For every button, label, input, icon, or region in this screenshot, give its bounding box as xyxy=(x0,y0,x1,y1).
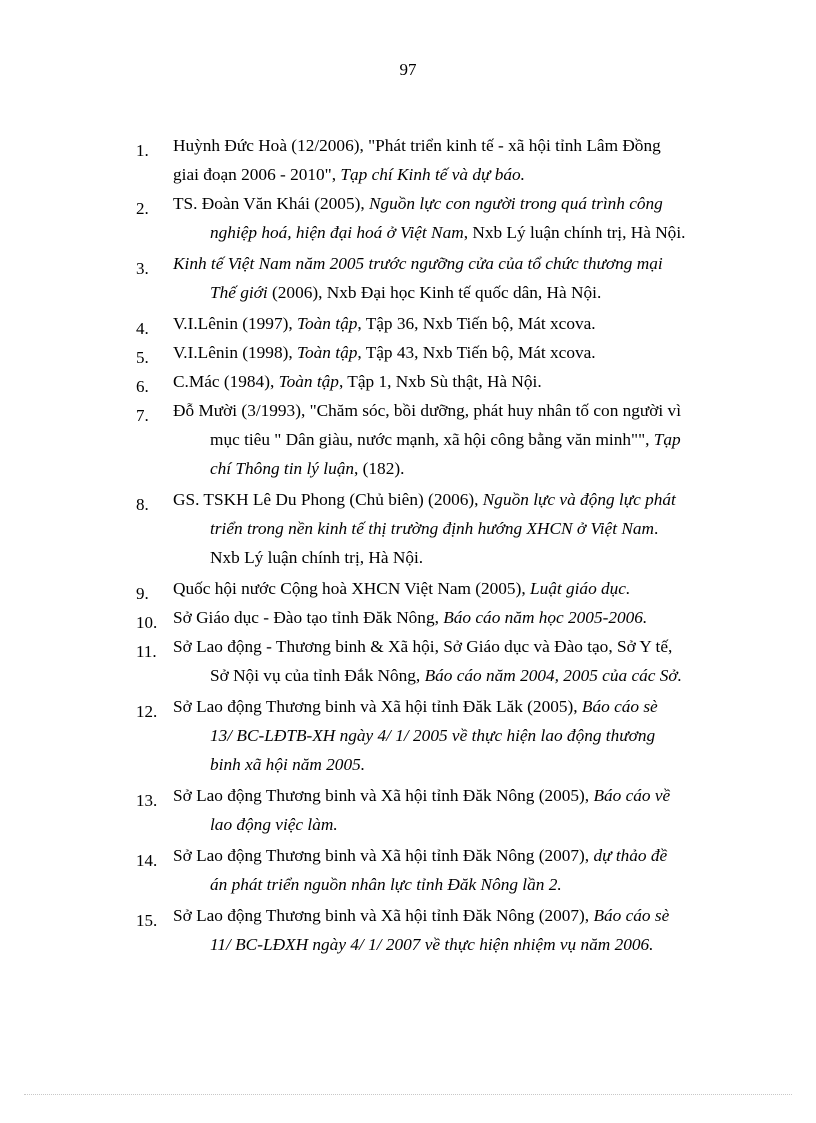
reference-segment: V.I.Lênin (1997), xyxy=(173,314,297,333)
reference-line xyxy=(173,485,740,514)
reference-title-segment: án phát triển nguồn nhân lực tỉnh Đăk Nông lần 2. xyxy=(210,875,562,894)
reference-number: 3. xyxy=(136,259,149,278)
reference-item xyxy=(136,396,740,483)
reference-text xyxy=(173,692,740,779)
reference-text xyxy=(173,901,740,959)
reference-text xyxy=(173,131,740,189)
reference-segment: Sở Lao động - Thương binh & Xã hội, Sở Giáo dục và Đào tạo, Sở Y tế, xyxy=(173,637,673,656)
reference-title-segment: Toàn tập xyxy=(297,314,358,333)
reference-text xyxy=(173,841,740,899)
reference-line xyxy=(173,189,740,218)
reference-text xyxy=(173,632,740,690)
reference-line xyxy=(173,692,740,721)
reference-number: 4. xyxy=(136,319,149,338)
reference-item xyxy=(136,249,740,307)
reference-item xyxy=(136,189,740,247)
reference-number: 7. xyxy=(136,406,149,425)
reference-text xyxy=(173,603,740,632)
reference-item xyxy=(136,841,740,899)
reference-number: 1. xyxy=(136,141,149,160)
reference-line xyxy=(173,841,740,870)
reference-segment: C.Mác (1984), xyxy=(173,372,279,391)
reference-line xyxy=(173,721,740,750)
reference-segment: Sở Lao động Thương binh và Xã hội tỉnh Đăk Lăk (2005), xyxy=(173,697,582,716)
reference-item xyxy=(136,485,740,572)
reference-item xyxy=(136,131,740,189)
reference-segment: giai đoạn 2006 - 2010", xyxy=(173,165,341,184)
reference-line xyxy=(173,901,740,930)
reference-title-segment: binh xã hội năm 2005. xyxy=(210,755,366,774)
reference-number: 6. xyxy=(136,377,149,396)
reference-line xyxy=(173,870,740,899)
reference-line xyxy=(173,160,740,189)
reference-item xyxy=(136,309,740,338)
reference-title-segment: Toàn tập xyxy=(278,372,339,391)
reference-text xyxy=(173,485,740,572)
reference-title-segment: Toàn tập xyxy=(297,343,358,362)
reference-segment: , Nxb Lý luận chính trị, Hà Nội. xyxy=(463,223,686,242)
reference-line xyxy=(173,218,740,247)
reference-line xyxy=(173,278,740,307)
reference-segment: Sở Lao động Thương binh và Xã hội tỉnh Đăk Nông (2007), xyxy=(173,846,594,865)
reference-title-segment: Tạp xyxy=(653,430,681,449)
reference-line xyxy=(173,661,740,690)
reference-segment: mục tiêu " Dân giàu, nước mạnh, xã hội công bằng văn minh"", xyxy=(210,430,654,449)
reference-title-segment: Báo cáo về xyxy=(593,786,671,805)
reference-segment: Quốc hội nước Cộng hoà XHCN Việt Nam (2005), xyxy=(173,579,530,598)
reference-title-segment: Thế giới xyxy=(210,283,268,302)
reference-title-segment: Nguồn lực và động lực phát xyxy=(482,490,676,509)
reference-item xyxy=(136,632,740,690)
reference-title-segment: Kinh tế Việt Nam năm 2005 trước ngưỡng cửa của tổ chức thương mại xyxy=(173,254,663,273)
reference-number: 8. xyxy=(136,495,149,514)
reference-segment: , Tập 43, Nxb Tiến bộ, Mát xcova. xyxy=(357,343,596,362)
reference-text xyxy=(173,574,740,603)
reference-segment: TS. Đoàn Văn Khái (2005), xyxy=(173,194,369,213)
reference-segment: Đỗ Mười (3/1993), "Chăm sóc, bồi dưỡng, phát huy nhân tố con người vì xyxy=(173,401,681,420)
reference-title-segment: Báo cáo sè xyxy=(581,697,658,716)
reference-text xyxy=(173,367,740,396)
reference-text xyxy=(173,396,740,483)
reference-item xyxy=(136,781,740,839)
reference-line xyxy=(173,543,740,572)
reference-line xyxy=(173,131,740,160)
reference-segment: , (182). xyxy=(354,459,405,478)
reference-number: 15. xyxy=(136,911,158,930)
reference-line xyxy=(173,930,740,959)
reference-segment: Sở Giáo dục - Đào tạo tỉnh Đăk Nông, xyxy=(173,608,444,627)
reference-segment: Nxb Lý luận chính trị, Hà Nội. xyxy=(210,548,424,567)
reference-list xyxy=(136,131,740,959)
reference-title-segment: dự thảo đề xyxy=(593,846,668,865)
reference-line xyxy=(173,603,740,632)
reference-line xyxy=(173,632,740,661)
reference-number: 9. xyxy=(136,584,149,603)
reference-text xyxy=(173,781,740,839)
reference-segment: V.I.Lênin (1998), xyxy=(173,343,297,362)
reference-line xyxy=(173,338,740,367)
reference-segment: Sở Lao động Thương binh và Xã hội tỉnh Đăk Nông (2005), xyxy=(173,786,594,805)
reference-segment: Sở Lao động Thương binh và Xã hội tỉnh Đăk Nông (2007), xyxy=(173,906,594,925)
reference-text xyxy=(173,189,740,247)
reference-line xyxy=(173,454,740,483)
reference-title-segment: 11/ BC-LĐXH ngày 4/ 1/ 2007 về thực hiện nhiệm vụ năm 2006. xyxy=(210,935,654,954)
reference-segment: . xyxy=(653,519,659,538)
reference-line xyxy=(173,781,740,810)
reference-number: 13. xyxy=(136,791,158,810)
reference-item xyxy=(136,901,740,959)
reference-number: 14. xyxy=(136,851,158,870)
reference-item xyxy=(136,338,740,367)
bottom-divider xyxy=(24,1094,792,1095)
reference-title-segment: triển trong nền kinh tế thị trường định hướng XHCN ở Việt Nam xyxy=(210,519,654,538)
reference-line xyxy=(173,309,740,338)
reference-line xyxy=(173,810,740,839)
reference-text xyxy=(173,309,740,338)
reference-segment: , Tập 1, Nxb Sù thật, Hà Nội. xyxy=(338,372,542,391)
reference-title-segment: nghiệp hoá, hiện đại hoá ở Việt Nam xyxy=(210,223,464,242)
reference-title-segment: Tạp chí Kinh tế và dự báo. xyxy=(340,165,526,184)
reference-title-segment: Báo cáo năm học 2005-2006. xyxy=(443,608,648,627)
reference-title-segment: chí Thông tin lý luận xyxy=(210,459,355,478)
reference-number: 11. xyxy=(136,642,157,661)
reference-line xyxy=(173,750,740,779)
reference-item xyxy=(136,692,740,779)
reference-segment: (2006), Nxb Đại học Kinh tế quốc dân, Hà Nội. xyxy=(267,283,602,302)
reference-line xyxy=(173,367,740,396)
reference-number: 10. xyxy=(136,613,158,632)
page-number: 97 xyxy=(399,60,417,79)
reference-line xyxy=(173,574,740,603)
reference-text xyxy=(173,338,740,367)
reference-title-segment: Nguồn lực con người trong quá trình công xyxy=(368,194,663,213)
reference-segment: , Tập 36, Nxb Tiến bộ, Mát xcova. xyxy=(357,314,596,333)
reference-number: 2. xyxy=(136,199,149,218)
reference-item xyxy=(136,603,740,632)
reference-segment: GS. TSKH Lê Du Phong (Chủ biên) (2006), xyxy=(173,490,483,509)
reference-line xyxy=(173,514,740,543)
reference-item xyxy=(136,574,740,603)
reference-segment: Huỳnh Đức Hoà (12/2006), "Phát triển kinh tế - xã hội tỉnh Lâm Đồng xyxy=(173,136,661,155)
reference-title-segment: Luật giáo dục. xyxy=(529,579,631,598)
reference-number: 12. xyxy=(136,702,158,721)
reference-title-segment: Báo cáo sè xyxy=(593,906,670,925)
reference-title-segment: 13/ BC-LĐTB-XH ngày 4/ 1/ 2005 về thực hiện lao động thương xyxy=(210,726,656,745)
reference-number: 5. xyxy=(136,348,149,367)
reference-title-segment: lao động việc làm. xyxy=(210,815,338,834)
reference-item xyxy=(136,367,740,396)
reference-text xyxy=(173,249,740,307)
reference-line xyxy=(173,249,740,278)
reference-title-segment: Báo cáo năm 2004, 2005 của các Sở. xyxy=(424,666,682,685)
reference-segment: Sở Nội vụ của tỉnh Đắk Nông, xyxy=(210,666,425,685)
reference-line xyxy=(173,425,740,454)
reference-line xyxy=(173,396,740,425)
